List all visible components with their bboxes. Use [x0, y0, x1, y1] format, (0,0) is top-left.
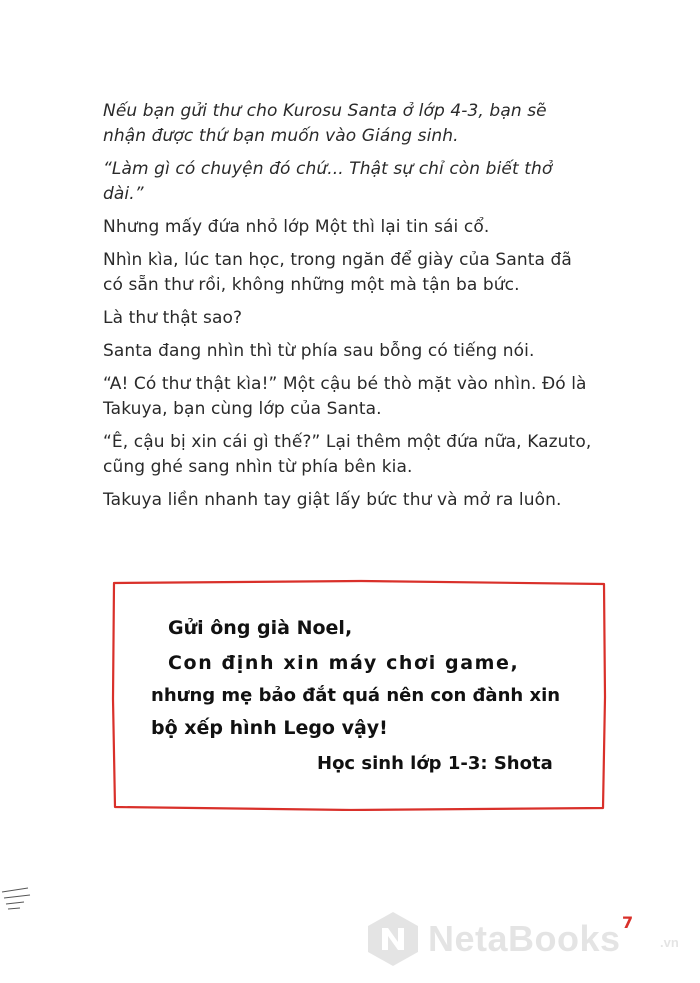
letter-signature: Học sinh lớp 1-3: Shota: [317, 753, 553, 774]
paragraph: Nhưng mấy đứa nhỏ lớp Một thì lại tin sái cổ.: [103, 217, 490, 237]
netabooks-logo-icon: [364, 910, 422, 968]
story-text: [103, 99, 593, 521]
sketch-doodle-icon: [0, 878, 34, 918]
letter-line: nhưng mẹ bảo đắt quá nên con đành xin: [151, 685, 561, 706]
watermark: [364, 908, 694, 972]
letter-line: Con định xin máy chơi game,: [168, 652, 520, 674]
paragraph: “A! Có thư thật kìa!” Một cậu bé thò mặt vào nhìn. Đó là Takuya, bạn cùng lớp của Santa.: [103, 374, 587, 419]
paragraph: Takuya liền nhanh tay giật lấy bức thư và mở ra luôn.: [103, 490, 562, 510]
watermark-suffix: .vn: [660, 935, 679, 950]
letter-line: bộ xếp hình Lego vậy!: [151, 717, 388, 739]
paragraph: Là thư thật sao?: [103, 308, 243, 328]
watermark-brand: NetaBooks: [428, 918, 621, 959]
letter-card: [111, 579, 607, 811]
paragraph: Santa đang nhìn thì từ phía sau bỗng có tiếng nói.: [103, 341, 535, 361]
page-number: 7: [622, 913, 634, 932]
paragraph: Nếu bạn gửi thư cho Kurosu Santa ở lớp 4-3, bạn sẽ nhận được thứ bạn muốn vào Giáng sinh.: [103, 101, 547, 146]
paragraph: Nhìn kìa, lúc tan học, trong ngăn để giày của Santa đã có sẵn thư rồi, không những một mà tận ba bức.: [103, 250, 572, 295]
paragraph: “Ê, cậu bị xin cái gì thế?” Lại thêm một đứa nữa, Kazuto, cũng ghé sang nhìn từ phía bên kia.: [103, 432, 592, 477]
paragraph: “Làm gì có chuyện đó chứ... Thật sự chỉ còn biết thở dài.”: [103, 159, 553, 204]
letter-greeting: Gửi ông già Noel,: [168, 617, 353, 639]
